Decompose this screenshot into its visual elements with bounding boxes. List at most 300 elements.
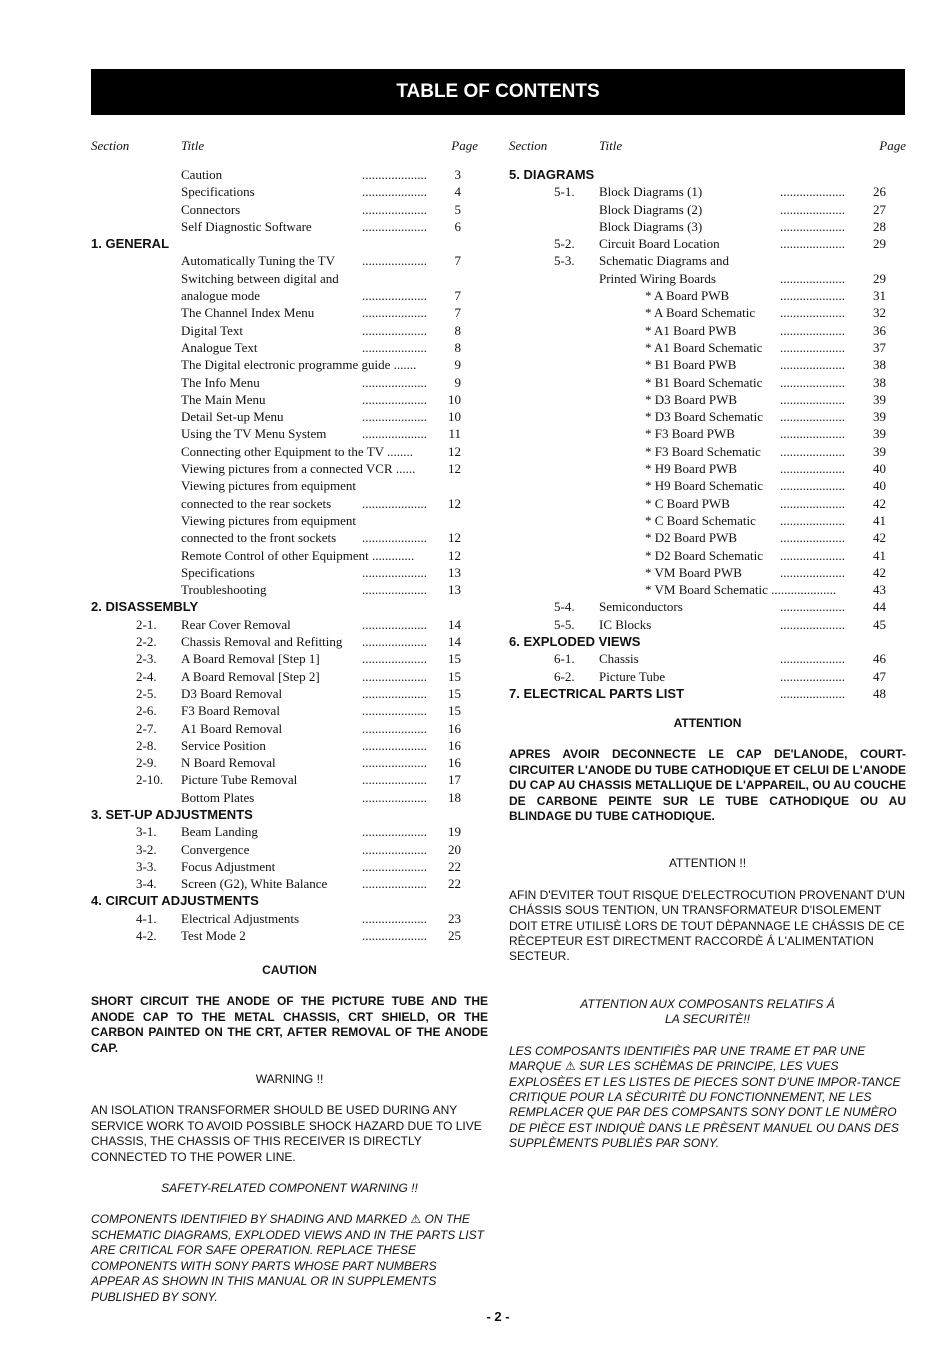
toc-page: 42 bbox=[873, 564, 886, 580]
toc-title: A Board Removal [Step 1] bbox=[181, 651, 320, 667]
toc-dots: .................... bbox=[362, 824, 427, 840]
section-heading bbox=[509, 633, 906, 650]
toc-page: 7 bbox=[454, 288, 461, 304]
toc-dots: .................... bbox=[780, 270, 845, 286]
toc-entry bbox=[91, 443, 478, 460]
column-header bbox=[509, 138, 906, 166]
toc-dots: .................... bbox=[362, 685, 427, 701]
toc-entry bbox=[91, 789, 478, 806]
toc-title: * D3 Board Schematic bbox=[645, 409, 764, 425]
toc-section-number: 2-10. bbox=[136, 772, 164, 788]
toc-entry bbox=[91, 668, 478, 685]
toc-left-column bbox=[91, 138, 478, 944]
toc-entry bbox=[91, 356, 478, 373]
toc-page: 32 bbox=[873, 305, 886, 321]
toc-dots: .................... bbox=[780, 495, 845, 511]
toc-title: Test Mode 2 bbox=[181, 928, 246, 944]
section-heading-text: 1. GENERAL bbox=[91, 236, 170, 252]
toc-page: 4 bbox=[454, 184, 461, 200]
toc-entry bbox=[91, 477, 478, 494]
column-header bbox=[91, 138, 478, 166]
toc-entry bbox=[509, 339, 906, 356]
toc-page: 42 bbox=[873, 530, 886, 546]
toc-page: 31 bbox=[873, 288, 886, 304]
toc-title: Automatically Tuning the TV bbox=[181, 253, 335, 269]
section-heading bbox=[91, 235, 478, 252]
toc-dots: .................... bbox=[362, 772, 427, 788]
section-heading bbox=[91, 892, 478, 909]
toc-dots: .................... bbox=[362, 582, 427, 598]
toc-title: The Digital electronic programme guide ....... bbox=[181, 357, 417, 373]
toc-title: Detail Set-up Menu bbox=[181, 409, 284, 425]
toc-title: * A Board PWB bbox=[645, 288, 730, 304]
toc-page: 17 bbox=[448, 772, 461, 788]
toc-section-number: 2-2. bbox=[136, 634, 157, 650]
toc-page: 38 bbox=[873, 357, 886, 373]
toc-page: 9 bbox=[454, 374, 461, 390]
toc-page: 9 bbox=[454, 357, 461, 373]
toc-title: * VM Board PWB bbox=[645, 564, 742, 580]
toc-list-left bbox=[91, 166, 478, 944]
toc-entry bbox=[91, 322, 478, 339]
toc-entry bbox=[91, 650, 478, 667]
toc-dots: .................... bbox=[780, 322, 845, 338]
toc-page: 12 bbox=[448, 461, 461, 477]
toc-entry bbox=[509, 547, 906, 564]
toc-dots: .................... bbox=[362, 703, 427, 719]
toc-title: N Board Removal bbox=[181, 755, 276, 771]
toc-entry bbox=[509, 356, 906, 373]
toc-page: 6 bbox=[454, 218, 461, 234]
toc-title: Switching between digital and bbox=[181, 270, 339, 286]
toc-section-number: 5-5. bbox=[554, 616, 575, 632]
toc-title: Block Diagrams (1) bbox=[599, 184, 703, 200]
toc-title: Screen (G2), White Balance bbox=[181, 876, 328, 892]
toc-entry bbox=[91, 201, 478, 218]
toc-title: Chassis Removal and Refitting bbox=[181, 634, 343, 650]
toc-section-number: 3-4. bbox=[136, 876, 157, 892]
toc-entry bbox=[91, 685, 478, 702]
toc-page: 13 bbox=[448, 564, 461, 580]
toc-entry bbox=[91, 218, 478, 235]
toc-dots: .................... bbox=[362, 495, 427, 511]
toc-dots: .................... bbox=[780, 564, 845, 580]
toc-entry bbox=[509, 374, 906, 391]
toc-dots: .................... bbox=[362, 910, 427, 926]
toc-dots: .................... bbox=[780, 478, 845, 494]
toc-right-column bbox=[509, 138, 906, 702]
toc-title: Printed Wiring Boards bbox=[599, 270, 716, 286]
toc-title: * F3 Board PWB bbox=[645, 426, 735, 442]
toc-entry bbox=[91, 270, 478, 287]
title-header: Title bbox=[181, 138, 205, 153]
toc-dots: .................... bbox=[362, 564, 427, 580]
toc-entry bbox=[509, 183, 906, 200]
toc-entry bbox=[91, 616, 478, 633]
left-notes bbox=[91, 963, 488, 1305]
toc-dots: .................... bbox=[780, 685, 845, 701]
safety-text-a: COMPONENTS IDENTIFIED BY SHADING AND MARKED bbox=[91, 1212, 408, 1227]
toc-entry bbox=[509, 304, 906, 321]
toc-page: 5 bbox=[454, 201, 461, 217]
warning-triangle-icon: ⚠ bbox=[565, 1059, 576, 1074]
toc-page: 25 bbox=[448, 928, 461, 944]
toc-title: * D2 Board Schematic bbox=[645, 547, 764, 563]
toc-title: Picture Tube Removal bbox=[181, 772, 298, 788]
toc-title: Electrical Adjustments bbox=[181, 910, 300, 926]
toc-title: Block Diagrams (2) bbox=[599, 201, 703, 217]
toc-title: * B1 Board Schematic bbox=[645, 374, 763, 390]
toc-section-number: 2-5. bbox=[136, 685, 157, 701]
toc-entry bbox=[509, 650, 906, 667]
toc-dots: .................... bbox=[780, 651, 845, 667]
toc-page: 39 bbox=[873, 391, 886, 407]
toc-page: 41 bbox=[873, 547, 886, 563]
toc-section-number: 5-1. bbox=[554, 184, 575, 200]
toc-page: 42 bbox=[873, 495, 886, 511]
toc-section-number: 4-1. bbox=[136, 910, 157, 926]
toc-entry bbox=[509, 425, 906, 442]
toc-dots: .................... bbox=[780, 305, 845, 321]
toc-page: 37 bbox=[873, 339, 886, 355]
page-banner: TABLE OF CONTENTS bbox=[91, 69, 905, 115]
toc-entry bbox=[509, 495, 906, 512]
toc-dots: .................... bbox=[362, 755, 427, 771]
section-heading-text: 4. CIRCUIT ADJUSTMENTS bbox=[91, 893, 259, 909]
toc-entry bbox=[91, 495, 478, 512]
toc-page: 29 bbox=[873, 236, 886, 252]
toc-dots: .................... bbox=[780, 184, 845, 200]
toc-title: Focus Adjustment bbox=[181, 858, 276, 874]
toc-dots: .................... bbox=[362, 651, 427, 667]
toc-section-number: 2-4. bbox=[136, 668, 157, 684]
toc-dots: .................... bbox=[362, 339, 427, 355]
toc-entry bbox=[91, 304, 478, 321]
toc-dots: .................... bbox=[362, 737, 427, 753]
toc-page: 40 bbox=[873, 461, 886, 477]
toc-page: 16 bbox=[448, 755, 461, 771]
toc-dots: .................... bbox=[362, 876, 427, 892]
toc-title: The Channel Index Menu bbox=[181, 305, 315, 321]
toc-page: 12 bbox=[448, 495, 461, 511]
toc-entry bbox=[91, 702, 478, 719]
toc-section-number: 2-7. bbox=[136, 720, 157, 736]
toc-entry bbox=[91, 512, 478, 529]
toc-page: 8 bbox=[454, 339, 461, 355]
toc-entry bbox=[509, 529, 906, 546]
toc-dots: .................... bbox=[362, 218, 427, 234]
toc-title: Semiconductors bbox=[599, 599, 683, 615]
toc-entry bbox=[509, 460, 906, 477]
toc-title: Picture Tube bbox=[599, 668, 666, 684]
toc-page: 16 bbox=[448, 720, 461, 736]
toc-title: F3 Board Removal bbox=[181, 703, 280, 719]
toc-page: 19 bbox=[448, 824, 461, 840]
toc-dots: .................... bbox=[362, 305, 427, 321]
toc-title: Caution bbox=[181, 167, 223, 182]
page-header: Page bbox=[879, 138, 906, 153]
toc-entry bbox=[91, 564, 478, 581]
section-heading bbox=[509, 166, 906, 183]
toc-section-number: 5-3. bbox=[554, 253, 575, 269]
toc-page: 39 bbox=[873, 443, 886, 459]
toc-page: 12 bbox=[448, 547, 461, 563]
toc-page: 40 bbox=[873, 478, 886, 494]
toc-title: Connectors bbox=[181, 201, 241, 217]
toc-title: Self Diagnostic Software bbox=[181, 218, 312, 234]
composants-title-1: ATTENTION AUX COMPOSANTS RELATIFS Á bbox=[580, 996, 835, 1011]
toc-page: 18 bbox=[448, 789, 461, 805]
toc-dots: .................... bbox=[362, 184, 427, 200]
toc-dots: .................... bbox=[362, 288, 427, 304]
toc-entry bbox=[509, 201, 906, 218]
toc-title: * A1 Board PWB bbox=[645, 322, 737, 338]
toc-page: 43 bbox=[873, 582, 886, 598]
toc-dots: .................... bbox=[780, 461, 845, 477]
toc-dots: .................... bbox=[362, 201, 427, 217]
toc-page: 48 bbox=[873, 685, 886, 701]
toc-dots: .................... bbox=[362, 928, 427, 944]
attention-title: ATTENTION bbox=[673, 716, 742, 730]
toc-dots: .................... bbox=[780, 547, 845, 563]
toc-dots: .................... bbox=[362, 409, 427, 425]
toc-page: 12 bbox=[448, 443, 461, 459]
toc-title: * VM Board Schematic .................... bbox=[645, 582, 837, 598]
toc-title: * B1 Board PWB bbox=[645, 357, 737, 373]
toc-entry bbox=[91, 408, 478, 425]
toc-page: 39 bbox=[873, 426, 886, 442]
toc-dots: .................... bbox=[362, 858, 427, 874]
toc-title: Service Position bbox=[181, 737, 266, 753]
toc-dots: .................... bbox=[780, 288, 845, 304]
toc-title: connected to the rear sockets bbox=[181, 495, 332, 511]
toc-title: The Main Menu bbox=[181, 391, 266, 407]
toc-dots: .................... bbox=[780, 218, 845, 234]
toc-entry bbox=[91, 633, 478, 650]
toc-dots: .................... bbox=[362, 720, 427, 736]
toc-page: 22 bbox=[448, 876, 461, 892]
toc-section-number: 5-2. bbox=[554, 236, 575, 252]
toc-page: 11 bbox=[448, 426, 461, 442]
toc-entry bbox=[91, 391, 478, 408]
toc-page: 10 bbox=[448, 391, 461, 407]
toc-section-number: 2-9. bbox=[136, 755, 157, 771]
toc-entry bbox=[509, 218, 906, 235]
warning-title: WARNING !! bbox=[255, 1072, 324, 1087]
toc-title: Chassis bbox=[599, 651, 639, 667]
toc-entry bbox=[509, 322, 906, 339]
toc-entry bbox=[509, 408, 906, 425]
toc-title: IC Blocks bbox=[599, 616, 652, 632]
toc-entry bbox=[509, 581, 906, 598]
composants-text-b: SUR LES SCHÈMAS DE PRINCIPE, LES VUES EXPLOSÈES ET LES LISTES DE PIECES SONT D'UNE IMPOR-TANCE CRITIQUE POUR LA SÈCURITÈ DU FONCTIONNEMENT, NE LES REMPLACER QUE PAR DES COMPSANTS SONY DONT LE NUMÈRO DE PIÈCE EST INDIQUÈ DANS LE PRÈSENT MANUEL OU DANS DES SUPPLÈMENTS PUBLIÈS PAR SONY. bbox=[509, 1059, 901, 1151]
toc-section-number: 4-2. bbox=[136, 928, 157, 944]
composants-text bbox=[509, 1044, 906, 1152]
toc-dots: .................... bbox=[780, 426, 845, 442]
toc-page: 28 bbox=[873, 218, 886, 234]
toc-dots: .................... bbox=[780, 599, 845, 615]
warning-text: AN ISOLATION TRANSFORMER SHOULD BE USED DURING ANY SERVICE WORK TO AVOID POSSIBLE SHOCK HAZARD DUE TO LIVE CHASSIS, THE CHASSIS OF THIS RECEIVER IS DIRECTLY CONNECTED TO THE POWER LINE. bbox=[91, 1103, 482, 1164]
attention2-text: AFIN D'EVITER TOUT RISQUE D'ELECTROCUTION PROVENANT D'UN CHÁSSIS SOUS TENTION, UN TRANSFORMATEUR D'ISOLEMENT DOIT ETRE UTILISÈ LORS DE TOUT DÈPANNAGE LE CHÁSSIS DE CE RÈCEPTEUR EST DIRECTMENT RACCORDÈ Á L'ALIMENTATION SECTEUR. bbox=[509, 887, 906, 964]
toc-entry bbox=[91, 425, 478, 442]
section-heading-text: 6. EXPLODED VIEWS bbox=[509, 634, 641, 650]
attention2-title: ATTENTION !! bbox=[668, 856, 747, 871]
toc-entry bbox=[509, 564, 906, 581]
toc-page: 15 bbox=[448, 685, 461, 701]
section-heading-text: 2. DISASSEMBLY bbox=[91, 599, 199, 615]
page-header: Page bbox=[451, 138, 478, 153]
toc-title: Rear Cover Removal bbox=[181, 616, 291, 632]
toc-title: Viewing pictures from equipment bbox=[181, 512, 357, 528]
toc-title: * A1 Board Schematic bbox=[645, 339, 763, 355]
toc-page: 44 bbox=[873, 599, 886, 615]
warning-triangle-icon: ⚠ bbox=[410, 1212, 422, 1227]
title-header: Title bbox=[599, 138, 623, 153]
composants-title-2: LA SECURITÈ!! bbox=[665, 1012, 750, 1027]
toc-page: 23 bbox=[448, 910, 461, 926]
toc-dots: .................... bbox=[362, 391, 427, 407]
toc-title: Using the TV Menu System bbox=[181, 426, 327, 442]
toc-dots: .................... bbox=[780, 391, 845, 407]
toc-entry bbox=[509, 235, 906, 252]
safety-text bbox=[91, 1212, 488, 1304]
toc-dots: .................... bbox=[362, 616, 427, 632]
toc-dots: .................... bbox=[362, 374, 427, 390]
toc-title: Connecting other Equipment to the TV ........ bbox=[181, 443, 414, 459]
toc-title: Beam Landing bbox=[181, 824, 258, 840]
toc-entry bbox=[509, 270, 906, 287]
toc-list-right bbox=[509, 166, 906, 702]
toc-entry bbox=[91, 339, 478, 356]
section-heading bbox=[91, 598, 478, 615]
toc-page: 12 bbox=[448, 530, 461, 546]
toc-section-number: 3-1. bbox=[136, 824, 157, 840]
toc-title: Convergence bbox=[181, 841, 250, 857]
toc-entry bbox=[509, 287, 906, 304]
toc-dots: .................... bbox=[780, 512, 845, 528]
toc-title: Remote Control of other Equipment ............. bbox=[181, 547, 415, 563]
toc-dots: .................... bbox=[362, 253, 427, 269]
toc-entry bbox=[91, 374, 478, 391]
toc-entry bbox=[509, 443, 906, 460]
toc-entry bbox=[91, 910, 478, 927]
toc-dots: .................... bbox=[362, 668, 427, 684]
toc-page: 38 bbox=[873, 374, 886, 390]
toc-dots: .................... bbox=[780, 357, 845, 373]
toc-section-number: 2-3. bbox=[136, 651, 157, 667]
toc-dots: .................... bbox=[780, 616, 845, 632]
toc-entry bbox=[509, 668, 906, 685]
toc-title: Digital Text bbox=[181, 322, 244, 338]
toc-title: Viewing pictures from a connected VCR ...... bbox=[181, 461, 416, 477]
toc-entry bbox=[91, 547, 478, 564]
toc-title: * C Board Schematic bbox=[645, 512, 756, 528]
caution-text: SHORT CIRCUIT THE ANODE OF THE PICTURE TUBE AND THE ANODE CAP TO THE METAL CHASSIS, CRT SHIELD, OR THE CARBON PAINTED ON THE CRT, AFTER REMOVAL OF THE ANODE CAP. bbox=[91, 994, 488, 1055]
toc-page: 47 bbox=[873, 668, 886, 684]
toc-title: Bottom Plates bbox=[181, 789, 255, 805]
toc-dots: .................... bbox=[780, 201, 845, 217]
toc-title: The Info Menu bbox=[181, 374, 260, 390]
toc-entry bbox=[509, 512, 906, 529]
toc-page: 45 bbox=[873, 616, 886, 632]
safety-title: SAFETY-RELATED COMPONENT WARNING !! bbox=[161, 1181, 418, 1196]
toc-title: Viewing pictures from equipment bbox=[181, 478, 357, 494]
toc-dots: .................... bbox=[780, 374, 845, 390]
toc-title: * C Board PWB bbox=[645, 495, 730, 511]
toc-dots: .................... bbox=[780, 530, 845, 546]
toc-entry bbox=[91, 841, 478, 858]
toc-page: 14 bbox=[448, 634, 461, 650]
toc-page: 20 bbox=[448, 841, 461, 857]
toc-entry bbox=[91, 166, 478, 183]
toc-entry bbox=[509, 598, 906, 615]
toc-title: connected to the front sockets bbox=[181, 530, 337, 546]
toc-title: * H9 Board PWB bbox=[645, 461, 738, 477]
toc-entry bbox=[91, 183, 478, 200]
toc-section-number: 5-4. bbox=[554, 599, 575, 615]
section-heading-text: 5. DIAGRAMS bbox=[509, 167, 595, 182]
toc-page: 16 bbox=[448, 737, 461, 753]
toc-page: 46 bbox=[873, 651, 886, 667]
toc-page: 14 bbox=[448, 616, 461, 632]
toc-dots: .................... bbox=[780, 339, 845, 355]
toc-dots: .................... bbox=[362, 530, 427, 546]
toc-page: 27 bbox=[873, 201, 886, 217]
toc-entry bbox=[91, 771, 478, 788]
toc-entry bbox=[91, 252, 478, 269]
toc-page: 13 bbox=[448, 582, 461, 598]
composants-text-a: LES COMPOSANTS IDENTIFIÈS PAR UNE TRAME ET PAR UNE MARQUE bbox=[509, 1043, 866, 1074]
toc-dots: .................... bbox=[780, 409, 845, 425]
toc-dots: .................... bbox=[362, 841, 427, 857]
toc-page: 22 bbox=[448, 858, 461, 874]
toc-title: * D2 Board PWB bbox=[645, 530, 738, 546]
toc-entry bbox=[509, 616, 906, 633]
toc-page: 10 bbox=[448, 409, 461, 425]
toc-section-number: 6-1. bbox=[554, 651, 575, 667]
section-header: Section bbox=[509, 138, 548, 153]
toc-title: D3 Board Removal bbox=[181, 685, 283, 701]
toc-dots: .................... bbox=[362, 789, 427, 805]
toc-section-number: 3-2. bbox=[136, 841, 157, 857]
toc-title: Block Diagrams (3) bbox=[599, 218, 703, 234]
toc-page: 7 bbox=[454, 253, 461, 269]
toc-page: 15 bbox=[448, 668, 461, 684]
toc-page: 26 bbox=[873, 184, 886, 200]
toc-dots: .................... bbox=[780, 236, 845, 252]
right-notes bbox=[509, 716, 906, 1152]
toc-dots: .................... bbox=[362, 426, 427, 442]
toc-dots: .................... bbox=[362, 634, 427, 650]
toc-entry bbox=[91, 927, 478, 944]
toc-section-number: 2-1. bbox=[136, 616, 157, 632]
toc-page: 3 bbox=[454, 167, 461, 182]
toc-title: * F3 Board Schematic bbox=[645, 443, 761, 459]
toc-page: 29 bbox=[873, 270, 886, 286]
caution-title: CAUTION bbox=[262, 963, 317, 977]
safety-text-b: ON THE SCHEMATIC DIAGRAMS, EXPLODED VIEWS AND IN THE PARTS LIST ARE CRITICAL FOR SAFE OPERATION. REPLACE THESE COMPONENTS WITH SONY PARTS WHOSE PART NUMBERS APPEAR AS SHOWN IN THIS MANUAL OR IN SUPPLEMENTS PUBLISHED BY SONY. bbox=[91, 1212, 484, 1304]
toc-title: Specifications bbox=[181, 564, 255, 580]
toc-entry bbox=[91, 720, 478, 737]
toc-entry bbox=[509, 252, 906, 269]
toc-entry bbox=[91, 737, 478, 754]
toc-entry bbox=[509, 477, 906, 494]
toc-page: 15 bbox=[448, 703, 461, 719]
toc-title: Schematic Diagrams and bbox=[599, 253, 729, 269]
toc-dots: .................... bbox=[780, 668, 845, 684]
section-header: Section bbox=[91, 138, 130, 153]
toc-section-number: 2-6. bbox=[136, 703, 157, 719]
